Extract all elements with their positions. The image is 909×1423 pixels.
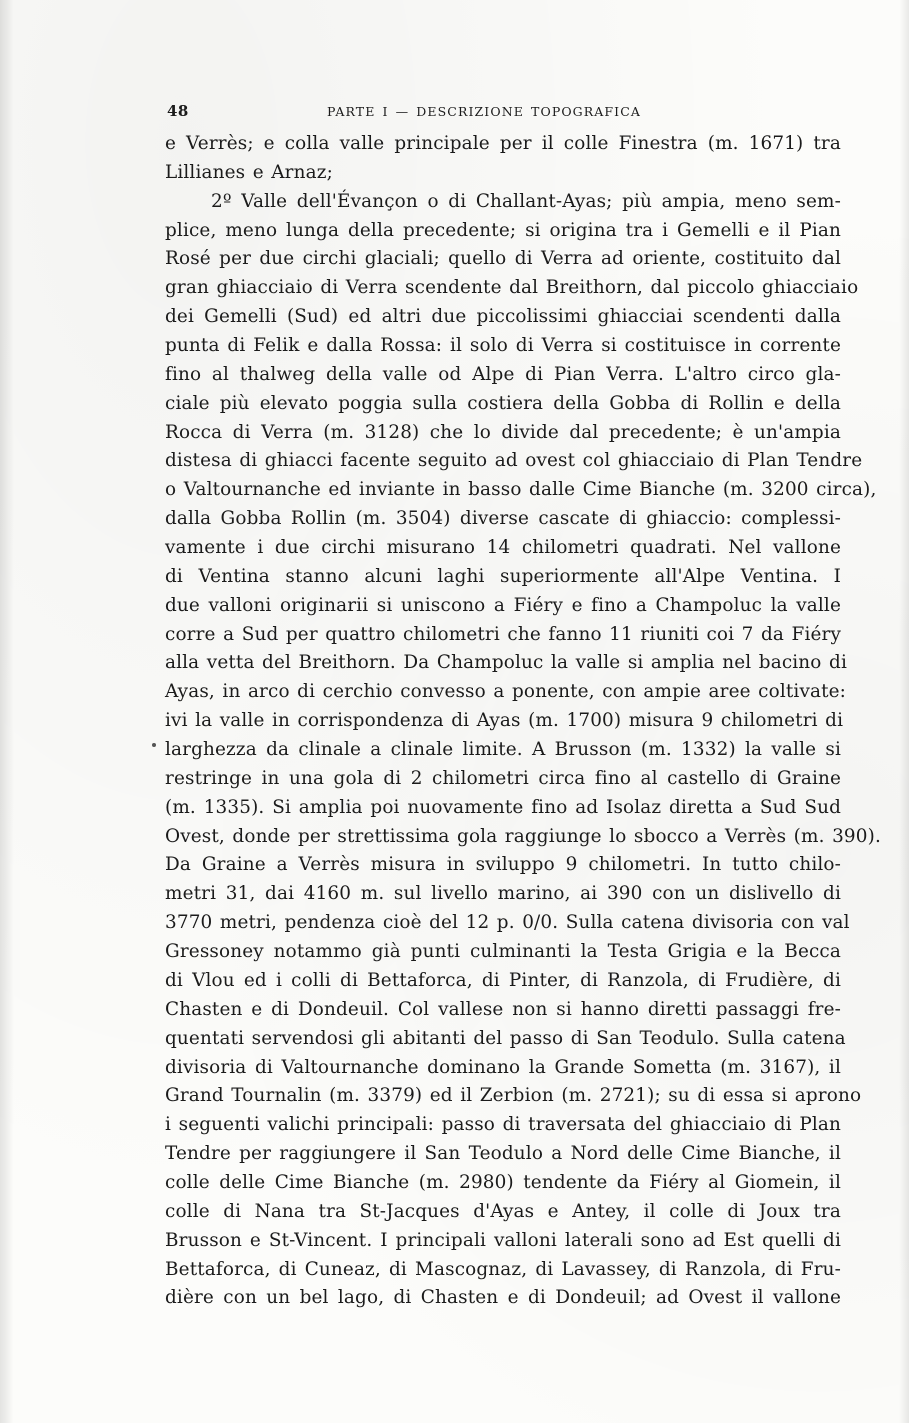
text-line: plice, meno lunga della precedente; si origina tra i Gemelli e il Pian [165,219,841,241]
text-line: Gressoney notammo già punti culminanti la Testa Grigia e la Becca [165,941,841,963]
text-line: metri 31, dai 4160 m. sul livello marino, ai 390 con un dislivello di [165,883,841,905]
text-line: Tendre per raggiungere il San Teodulo a Nord delle Cime Bianche, il [165,1143,841,1165]
text-line: Rocca di Verra (m. 3128) che lo divide dal precedente; è un'ampia [165,421,841,443]
text-line: dei Gemelli (Sud) ed altri due piccolissimi ghiacciai scendenti dalla [165,306,841,328]
text-line: i seguenti valichi principali: passo di traversata del ghiacciaio di Plan [165,1114,841,1136]
text-line: (m. 1335). Si amplia poi nuovamente fino ad Isolaz diretta a Sud Sud [165,796,841,818]
margin-mark [152,743,156,747]
text-line: fino al thalweg della valle od Alpe di Pian Verra. L'altro circo gla- [165,363,841,385]
text-line: vamente i due circhi misurano 14 chilometri quadrati. Nel vallone [165,537,841,559]
text-line: restringe in una gola di 2 chilometri circa fino al castello di Graine [165,767,841,789]
text-line: Grand Tournalin (m. 3379) ed il Zerbion (m. 2721); su di essa si aprono [165,1085,862,1107]
page-header [167,102,839,122]
text-line: Rosé per due circhi glaciali; quello di Verra ad oriente, costituito dal [165,248,841,270]
text-line: colle delle Cime Bianche (m. 2980) tendente da Fiéry al Giomein, il [165,1171,841,1193]
text-line: ivi la valle in corrispondenza di Ayas (m. 1700) misura 9 chilometri di [165,710,844,732]
body-text [165,130,881,1313]
text-line: di Ventina stanno alcuni laghi superiormente all'Alpe Ventina. I [165,565,841,587]
text-line: Brusson e St-Vincent. I principali valloni laterali sono ad Est quelli di [165,1229,841,1251]
text-line: 2º Valle dell'Évançon o di Challant-Ayas; più ampia, meno sem- [211,190,841,212]
text-line: gran ghiacciaio di Verra scendente dal Breithorn, dal piccolo ghiacciaio [165,277,859,299]
text-line: corre a Sud per quattro chilometri che fanno 11 riuniti coi 7 da Fiéry [165,623,841,645]
text-line: Lillianes e Arnaz; [165,161,333,183]
text-line: di Vlou ed i colli di Bettaforca, di Pinter, di Ranzola, di Frudière, di [165,969,841,991]
text-line: e Verrès; e colla valle principale per il colle Finestra (m. 1671) tra [165,133,841,154]
text-line: punta di Felik e dalla Rossa: il solo di Verra si costituisce in corrente [165,335,841,357]
right-edge-shadow [899,0,909,1423]
text-line: colle di Nana tra St-Jacques d'Ayas e Antey, il colle di Joux tra [165,1200,841,1222]
text-line: alla vetta del Breithorn. Da Champoluc la valle si amplia nel bacino di [165,652,847,674]
text-line: 3770 metri, pendenza cioè del 12 p. 0/0. Sulla catena divisoria con val [165,912,850,934]
text-line: Bettaforca, di Cuneaz, di Mascognaz, di Lavassey, di Ranzola, di Fru- [165,1258,841,1280]
text-line: ciale più elevato poggia sulla costiera della Gobba di Rollin e della [165,392,841,414]
text-line: o Valtournanche ed inviante in basso dalle Cime Bianche (m. 3200 circa), [165,479,877,501]
text-line: Ovest, donde per strettissima gola raggiunge lo sbocco a Verrès (m. 390). [165,825,881,847]
text-line: larghezza da clinale a clinale limite. A Brusson (m. 1332) la valle si [165,739,841,761]
text-line: Da Graine a Verrès misura in sviluppo 9 chilometri. In tutto chilo- [165,854,841,876]
page-number: 48 [167,102,189,120]
text-line: dalla Gobba Rollin (m. 3504) diverse cascate di ghiaccio: complessi- [165,508,841,530]
left-edge-shadow [0,0,14,1423]
text-line: distesa di ghiacci facente seguito ad ovest col ghiacciaio di Plan Tendre [165,450,863,472]
text-line: quentati servendosi gli abitanti del passo di San Teodulo. Sulla catena [165,1027,846,1049]
text-line: Ayas, in arco di cerchio convesso a ponente, con ampie aree coltivate: [165,681,847,703]
text-line: Chasten e di Dondeuil. Col vallese non si hanno diretti passaggi fre- [165,998,841,1020]
text-line: divisoria di Valtournanche dominano la Grande Sometta (m. 3167), il [165,1056,841,1078]
running-head: PARTE I — DESCRIZIONE TOPOGRAFICA [327,104,642,119]
text-line: dière con un bel lago, di Chasten e di Dondeuil; ad Ovest il vallone [165,1287,841,1309]
text-line: due valloni originarii si uniscono a Fiéry e fino a Champoluc la valle [165,594,841,616]
